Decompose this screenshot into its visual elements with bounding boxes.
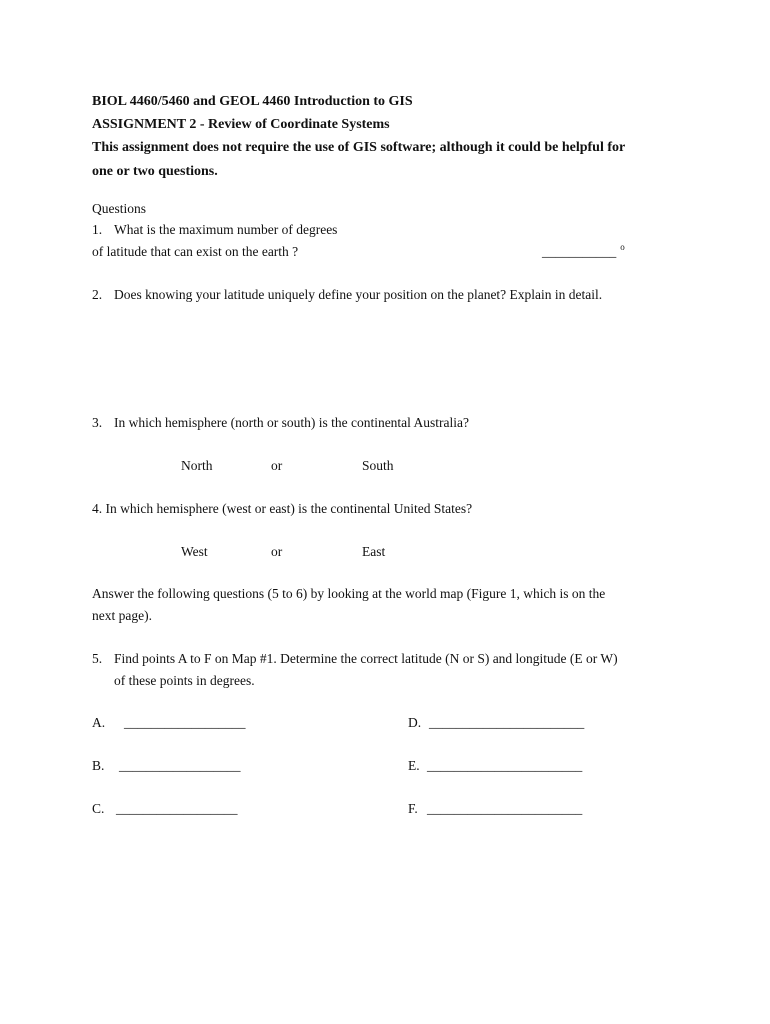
question-1 (92, 223, 337, 237)
question-2-number: 2. (92, 287, 103, 302)
question-1-answer[interactable] (542, 242, 625, 259)
questions-heading: Questions (92, 201, 146, 216)
option-west[interactable]: West (181, 544, 208, 559)
question-4: 4. In which hemisphere (west or east) is the continental United States? (92, 501, 473, 516)
answer-a-label: A. (92, 715, 106, 730)
answer-f (408, 802, 418, 816)
answer-d-blank[interactable]: _______________________ (429, 715, 585, 730)
option-east[interactable]: East (362, 544, 386, 559)
question-5-line1: Find points A to F on Map #1. Determine the correct latitude (N or S) and longitude (E or W) (114, 651, 618, 666)
answer-c (92, 802, 104, 816)
question-1-line1: What is the maximum number of degrees (114, 222, 338, 237)
instruction-line1: Answer the following questions (5 to 6) by looking at the world map (Figure 1, which is on the (92, 586, 606, 601)
degree-symbol: o (620, 242, 625, 252)
question-3 (92, 416, 469, 430)
assignment-title: ASSIGNMENT 2 - Review of Coordinate Systems (92, 117, 390, 132)
option-south[interactable]: South (362, 458, 394, 473)
option-or: or (271, 544, 283, 559)
answer-e (408, 759, 420, 773)
assignment-note-line2: one or two questions. (92, 164, 218, 179)
question-5 (92, 652, 618, 666)
question-5-line2: of these points in degrees. (114, 673, 255, 688)
course-title: BIOL 4460/5460 and GEOL 4460 Introduction to GIS (92, 94, 413, 109)
question-1-blank[interactable]: ___________ (542, 244, 617, 259)
answer-d (408, 716, 421, 730)
answer-f-label: F. (408, 801, 418, 816)
question-1-line2: of latitude that can exist on the earth ? (92, 244, 299, 259)
answer-e-blank[interactable]: _______________________ (427, 758, 583, 773)
question-1-number: 1. (92, 222, 103, 237)
answer-b-blank[interactable]: __________________ (119, 758, 241, 773)
answer-c-blank[interactable]: __________________ (116, 801, 238, 816)
answer-b (92, 759, 104, 773)
answer-d-label: D. (408, 715, 422, 730)
answer-e-label: E. (408, 758, 420, 773)
answer-a (92, 716, 105, 730)
answer-a-blank[interactable]: __________________ (124, 715, 246, 730)
assignment-note-line1: This assignment does not require the use of GIS software; although it could be helpful for (92, 140, 626, 155)
instruction-line2: next page). (92, 608, 152, 623)
question-2-text: Does knowing your latitude uniquely define your position on the planet? Explain in detail. (114, 287, 603, 302)
question-3-text: In which hemisphere (north or south) is the continental Australia? (114, 415, 470, 430)
answer-c-label: C. (92, 801, 105, 816)
answer-b-label: B. (92, 758, 105, 773)
answer-f-blank[interactable]: _______________________ (427, 801, 583, 816)
question-5-number: 5. (92, 651, 103, 666)
question-3-number: 3. (92, 415, 103, 430)
question-2 (92, 288, 602, 302)
option-north[interactable]: North (181, 458, 213, 473)
option-or: or (271, 458, 283, 473)
